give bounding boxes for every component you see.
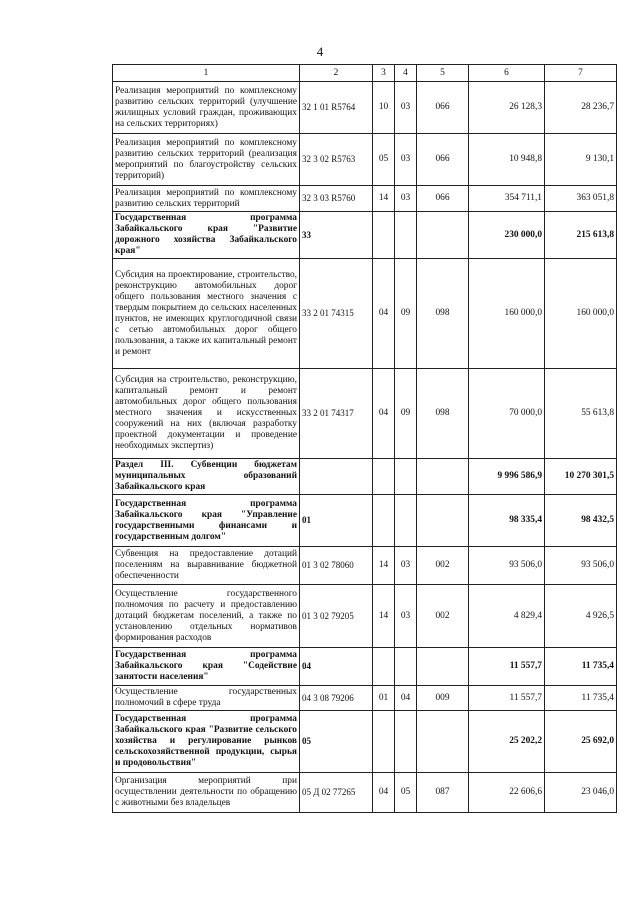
row-name: Государственная программа Забайкальского края "Развитие дорожного хозяйства Забайкальского края": [113, 212, 300, 259]
row-amount-1: 70 000,0: [469, 369, 545, 459]
row-expense-type: [417, 212, 469, 259]
row-amount-2: 4 926,5: [545, 585, 617, 648]
row-section: 14: [373, 186, 395, 212]
row-subsection: [395, 212, 417, 259]
table-row: [113, 259, 617, 369]
row-section: 10: [373, 82, 395, 134]
row-subsection: 09: [395, 369, 417, 459]
row-amount-2: 10 270 301,5: [545, 459, 617, 495]
table-row: [113, 495, 617, 547]
row-name: Государственная программа Забайкальского края "Развитие сельского хозяйства и регулирование рынков сельскохозяйственной продукции, сырья и продовольствия": [113, 711, 300, 773]
table-row: [113, 212, 617, 259]
row-section: [373, 495, 395, 547]
row-section: 04: [373, 773, 395, 813]
row-amount-1: 9 996 586,9: [469, 459, 545, 495]
row-expense-type: [417, 459, 469, 495]
row-amount-1: 11 557,7: [469, 686, 545, 711]
row-name: Реализация мероприятий по комплексному развитию сельских территорий: [113, 186, 300, 212]
row-name: Субсидия на проектирование, строительство, реконструкцию автомобильных дорог общего пользования местного значения с твердым покрытием до сельских населенных пунктов, не имеющих круглогодичной связи с сетью автомобильных дорог общего пользования, а также их капитальный ремонт и ремонт: [113, 259, 300, 369]
col-header-1: 1: [113, 65, 300, 82]
row-code: 32 3 02 R5763: [300, 134, 373, 186]
row-subsection: 03: [395, 82, 417, 134]
table-row: [113, 773, 617, 813]
table-row: [113, 82, 617, 134]
row-subsection: [395, 711, 417, 773]
row-section: 04: [373, 369, 395, 459]
row-code: 33: [300, 212, 373, 259]
row-code: 05 Д 02 77265: [300, 773, 373, 813]
row-amount-1: 354 711,1: [469, 186, 545, 212]
col-header-7: 7: [545, 65, 617, 82]
row-expense-type: 002: [417, 547, 469, 585]
row-amount-2: 9 130,1: [545, 134, 617, 186]
row-amount-1: 4 829,4: [469, 585, 545, 648]
row-name: Реализация мероприятий по комплексному развитию сельских территорий (улучшение жилищных условий граждан, проживающих на сельских территориях): [113, 82, 300, 134]
row-amount-1: 98 335,4: [469, 495, 545, 547]
budget-table: [112, 64, 617, 813]
row-amount-2: 93 506,0: [545, 547, 617, 585]
row-name: Субсидия на строительство, реконструкцию, капитальный ремонт и ремонт автомобильных дорог общего пользования местного значения и искусственных сооружений на них (включая разработку проектной документации и проведение необходимых экспертиз): [113, 369, 300, 459]
row-name: Осуществление государственного полномочия по расчету и предоставлению дотаций бюджетам поселений, а также по установлению отдельных нормативов формирования расходов: [113, 585, 300, 648]
row-name: Организация мероприятий при осуществлении деятельности по обращению с животными без владельцев: [113, 773, 300, 813]
row-section: 14: [373, 585, 395, 648]
col-header-5: 5: [417, 65, 469, 82]
row-section: 01: [373, 686, 395, 711]
row-name: Государственная программа Забайкальского края "Содействие занятости населения": [113, 648, 300, 686]
row-amount-2: 11 735,4: [545, 686, 617, 711]
row-expense-type: 066: [417, 134, 469, 186]
row-section: [373, 648, 395, 686]
row-code: 32 1 01 R5764: [300, 82, 373, 134]
row-amount-2: 160 000,0: [545, 259, 617, 369]
row-amount-2: 55 613,8: [545, 369, 617, 459]
table-body: [113, 82, 617, 813]
row-section: [373, 212, 395, 259]
table-row: [113, 686, 617, 711]
row-code: 04: [300, 648, 373, 686]
row-code: 01: [300, 495, 373, 547]
col-header-6: 6: [469, 65, 545, 82]
row-amount-1: 26 128,3: [469, 82, 545, 134]
table-row: [113, 369, 617, 459]
row-amount-2: 23 046,0: [545, 773, 617, 813]
row-code: 04 3 08 79206: [300, 686, 373, 711]
row-subsection: 03: [395, 186, 417, 212]
row-code: 33 2 01 74315: [300, 259, 373, 369]
row-expense-type: [417, 648, 469, 686]
row-code: 33 2 01 74317: [300, 369, 373, 459]
row-amount-1: 93 506,0: [469, 547, 545, 585]
row-expense-type: 087: [417, 773, 469, 813]
row-amount-1: 10 948,8: [469, 134, 545, 186]
row-amount-1: 160 000,0: [469, 259, 545, 369]
row-expense-type: 066: [417, 82, 469, 134]
row-section: 05: [373, 134, 395, 186]
row-name: Осуществление государственных полномочий в сфере труда: [113, 686, 300, 711]
row-amount-2: 11 735,4: [545, 648, 617, 686]
row-code: 01 3 02 79205: [300, 585, 373, 648]
row-expense-type: 098: [417, 259, 469, 369]
table-row: [113, 648, 617, 686]
row-expense-type: 098: [417, 369, 469, 459]
table-row: [113, 134, 617, 186]
col-header-4: 4: [395, 65, 417, 82]
row-amount-2: 98 432,5: [545, 495, 617, 547]
row-amount-1: 22 606,6: [469, 773, 545, 813]
row-expense-type: 009: [417, 686, 469, 711]
row-code: 01 3 02 78060: [300, 547, 373, 585]
row-section: 14: [373, 547, 395, 585]
row-subsection: 05: [395, 773, 417, 813]
col-header-3: 3: [373, 65, 395, 82]
row-section: [373, 711, 395, 773]
row-subsection: [395, 495, 417, 547]
table-row: [113, 711, 617, 773]
row-amount-1: 230 000,0: [469, 212, 545, 259]
row-amount-1: 25 202,2: [469, 711, 545, 773]
row-amount-2: 28 236,7: [545, 82, 617, 134]
row-amount-2: 215 613,8: [545, 212, 617, 259]
row-expense-type: [417, 711, 469, 773]
row-section: 04: [373, 259, 395, 369]
col-header-2: 2: [300, 65, 373, 82]
row-subsection: [395, 648, 417, 686]
row-section: [373, 459, 395, 495]
row-subsection: [395, 459, 417, 495]
row-amount-2: 25 692,0: [545, 711, 617, 773]
row-name: Реализация мероприятий по комплексному развитию сельских территорий (реализация мероприятий по благоустройству сельских территорий): [113, 134, 300, 186]
row-expense-type: [417, 495, 469, 547]
table-row: [113, 459, 617, 495]
row-expense-type: 002: [417, 585, 469, 648]
row-amount-1: 11 557,7: [469, 648, 545, 686]
row-code: 05: [300, 711, 373, 773]
page-number: 4: [316, 44, 324, 59]
row-amount-2: 363 051,8: [545, 186, 617, 212]
row-name: Раздел III. Субвенции бюджетам муниципальных образований Забайкальского края: [113, 459, 300, 495]
table-row: [113, 547, 617, 585]
row-subsection: 09: [395, 259, 417, 369]
row-name: Субвенция на предоставление дотаций поселениям на выравнивание бюджетной обеспеченности: [113, 547, 300, 585]
header-row: [113, 65, 617, 82]
table-row: [113, 585, 617, 648]
table-row: [113, 186, 617, 212]
row-subsection: 03: [395, 585, 417, 648]
row-code: [300, 459, 373, 495]
row-subsection: 04: [395, 686, 417, 711]
row-code: 32 3 03 R5760: [300, 186, 373, 212]
row-subsection: 03: [395, 547, 417, 585]
row-subsection: 03: [395, 134, 417, 186]
row-name: Государственная программа Забайкальского края "Управление государственными финансами и государственным долгом": [113, 495, 300, 547]
row-expense-type: 066: [417, 186, 469, 212]
